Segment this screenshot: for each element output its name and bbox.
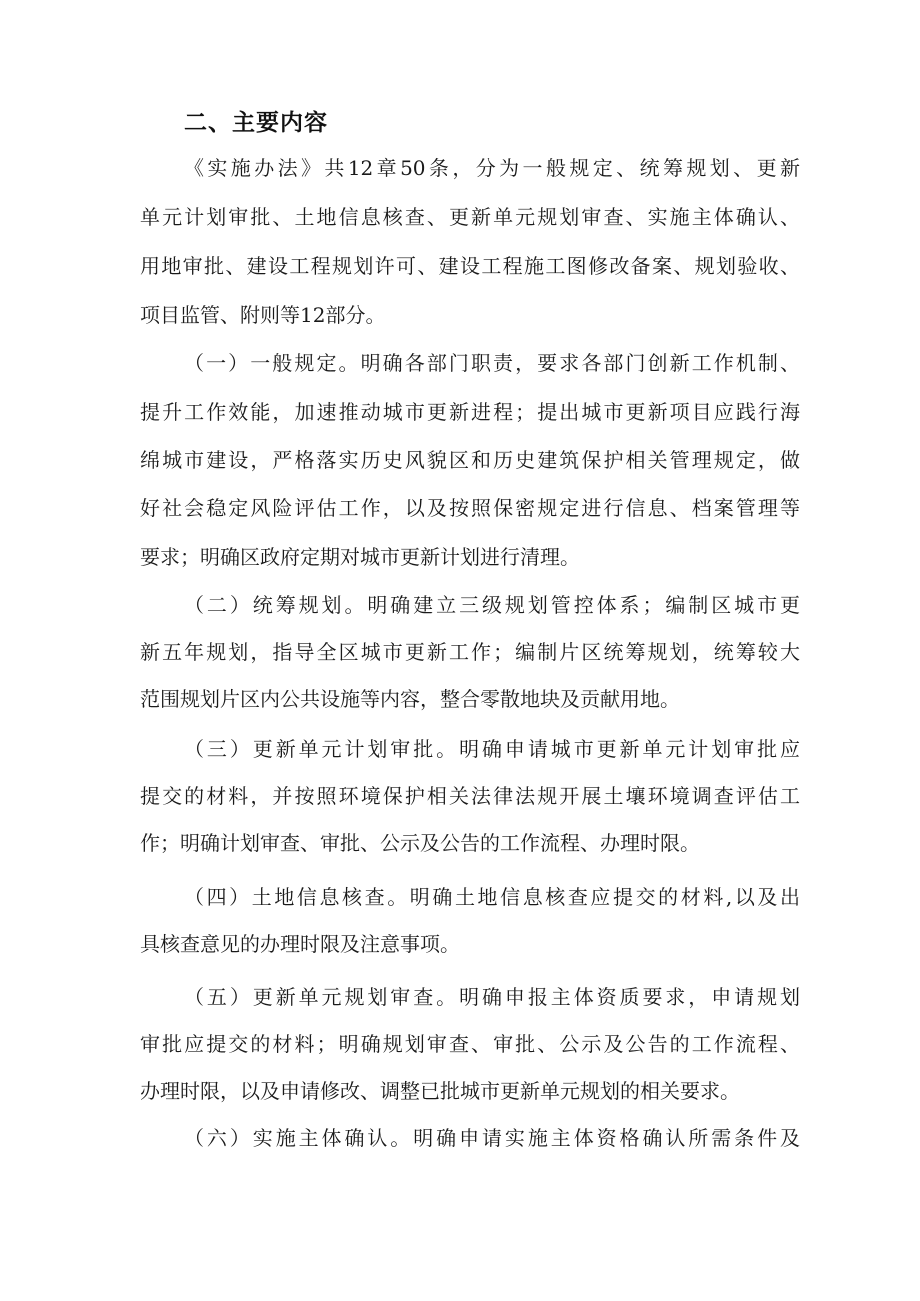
paragraph-line: （三）更新单元计划审批。明确申请城市更新单元计划审批应 <box>184 737 800 761</box>
paragraph-line: （五）更新单元规划审查。明确申报主体资质要求，申请规划 <box>184 985 800 1009</box>
paragraph-line: 办理时限，以及申请修改、调整已批城市更新单元规划的相关要求。 <box>140 1079 740 1103</box>
paragraph-line: （一）一般规定。明确各部门职责，要求各部门创新工作机制、 <box>184 351 800 375</box>
paragraph-line: （四）土地信息核查。明确土地信息核查应提交的材料,以及出 <box>184 885 800 909</box>
paragraph-line: （六）实施主体确认。明确申请实施主体资格确认所需条件及 <box>184 1126 800 1150</box>
paragraph-line: 提升工作效能，加速推动城市更新进程；提出城市更新项目应践行海 <box>140 400 800 424</box>
paragraph-line: 好社会稳定风险评估工作，以及按照保密规定进行信息、档案管理等 <box>140 496 800 520</box>
paragraph-line: 单元计划审批、土地信息核查、更新单元规划审查、实施主体确认、 <box>140 205 800 229</box>
paragraph-line: 要求；明确区政府定期对城市更新计划进行清理。 <box>140 545 580 569</box>
paragraph-line: 项目监管、附则等12部分。 <box>140 303 386 327</box>
paragraph-line: 作；明确计划审查、审批、公示及公告的工作流程、办理时限。 <box>140 831 700 855</box>
section-heading: 二、主要内容 <box>184 110 328 136</box>
paragraph-line: 范围规划片区内公共设施等内容，整合零散地块及贡献用地。 <box>140 687 680 711</box>
paragraph-line: 绵城市建设，严格落实历史风貌区和历史建筑保护相关管理规定，做 <box>140 448 800 472</box>
paragraph-line: 新五年规划，指导全区城市更新工作；编制片区统筹规划，统筹较大 <box>140 640 800 664</box>
paragraph-line: 具核查意见的办理时限及注意事项。 <box>140 932 460 956</box>
paragraph-line: 提交的材料，并按照环境保护相关法律法规开展土壤环境调查评估工 <box>140 784 800 808</box>
paragraph-line: （二）统筹规划。明确建立三级规划管控体系；编制区城市更 <box>184 593 800 617</box>
paragraph-line: 审批应提交的材料；明确规划审查、审批、公示及公告的工作流程、 <box>140 1032 800 1056</box>
paragraph-line: 用地审批、建设工程规划许可、建设工程施工图修改备案、规划验收、 <box>140 254 800 278</box>
paragraph-line: 《实施办法》共12章50条，分为一般规定、统筹规划、更新 <box>184 156 800 180</box>
